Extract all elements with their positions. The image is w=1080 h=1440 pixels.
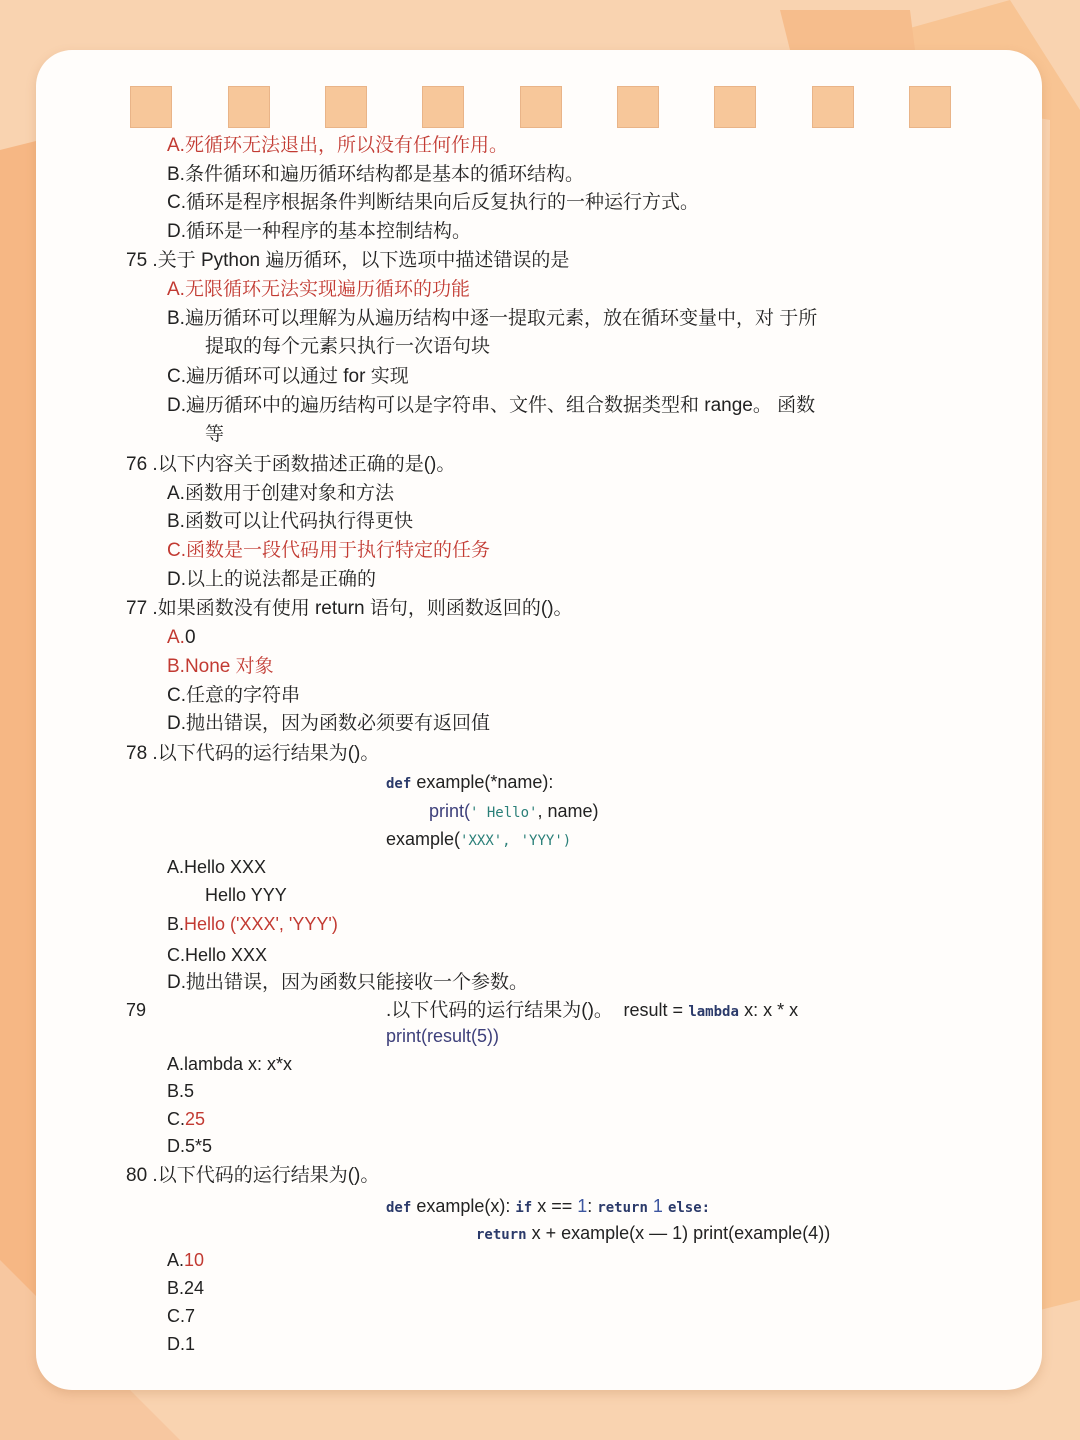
q76-option-a: A.函数用于创建对象和方法	[167, 483, 394, 504]
option-label: C.	[167, 1109, 185, 1129]
q77-option-a	[167, 626, 196, 650]
q75-option-b-cont: 提取的每个元素只执行一次语句块	[205, 336, 491, 357]
code-text: example(	[386, 829, 461, 849]
q80-option-d: D.1	[167, 1334, 196, 1354]
q77-option-b: B.None 对象	[167, 656, 274, 677]
code-keyword: def	[386, 776, 412, 792]
code-keyword: if	[515, 1200, 533, 1216]
binder-tab	[130, 86, 172, 128]
q75-option-b: B.遍历循环可以理解为从遍历结构中逐一提取元素，放在循环变量中，对 于所	[167, 308, 818, 329]
code-string: 'XXX',	[460, 833, 511, 849]
code-text: result =	[623, 1000, 684, 1020]
q74-option-a: A.死循环无法退出，所以没有任何作用。	[167, 135, 508, 156]
code-keyword: return	[597, 1200, 648, 1216]
code-keyword: def	[386, 1200, 412, 1216]
option-text: 25	[185, 1109, 206, 1129]
q75-option-a: A.无限循环无法实现遍历循环的功能	[167, 279, 470, 300]
q76-stem: 76 .以下内容关于函数描述正确的是()。	[126, 454, 456, 475]
binder-tab	[325, 86, 367, 128]
q77-option-c: C.任意的字符串	[167, 685, 301, 706]
code-text: x + example(x — 1) print(example(4))	[531, 1223, 831, 1243]
q80-code-line-1	[386, 1194, 710, 1220]
option-text: Hello ('XXX', 'YYY')	[184, 914, 338, 934]
binder-tab	[422, 86, 464, 128]
q79-option-c	[167, 1107, 205, 1131]
code-keyword: lambda	[688, 1004, 739, 1020]
stem-text: .以下代码的运行结果为()。	[386, 1000, 613, 1021]
binder-tab	[617, 86, 659, 128]
code-text: x ==	[537, 1196, 573, 1216]
code-text: :	[587, 1196, 593, 1216]
q75-option-d-cont: 等	[205, 424, 225, 445]
binder-tab	[714, 86, 756, 128]
q75-stem: 75 .关于 Python 遍历循环，以下选项中描述错误的是	[126, 250, 570, 271]
code-keyword: return	[476, 1227, 527, 1243]
option-label: A.	[167, 627, 185, 648]
code-string: ' Hello'	[470, 805, 538, 821]
option-label: A.	[167, 1250, 185, 1270]
q74-option-c: C.循环是程序根据条件判断结果向后反复执行的一种运行方式。	[167, 192, 700, 213]
q79-option-d: D.5*5	[167, 1136, 213, 1156]
q78-option-a: A.Hello XXX	[167, 857, 267, 877]
q80-option-b: B.24	[167, 1278, 205, 1298]
q75-option-c: C.遍历循环可以通过 for 实现	[167, 366, 409, 387]
binder-tab	[909, 86, 951, 128]
binder-tab	[520, 86, 562, 128]
q80-stem: 80 .以下代码的运行结果为()。	[126, 1165, 380, 1186]
q79-stem	[386, 998, 798, 1024]
q79-code-print: print(result(5))	[386, 1026, 500, 1046]
q80-option-c: C.7	[167, 1306, 196, 1326]
q78-option-d: D.抛出错误，因为函数只能接收一个参数。	[167, 972, 529, 993]
q79-option-b: B.5	[167, 1081, 195, 1101]
q76-option-d: D.以上的说法都是正确的	[167, 569, 377, 590]
q78-code-line-3	[386, 827, 571, 853]
q78-code-line-2	[429, 799, 598, 825]
q78-option-a-cont: Hello YYY	[205, 885, 287, 905]
code-number: 1	[652, 1196, 663, 1216]
q77-option-d: D.抛出错误，因为函数必须要有返回值	[167, 713, 491, 734]
code-string: 'YYY')	[520, 833, 572, 849]
q78-stem: 78 .以下代码的运行结果为()。	[126, 743, 380, 764]
binder-tab	[812, 86, 854, 128]
q76-option-b: B.函数可以让代码执行得更快	[167, 511, 413, 532]
code-text: example(x):	[416, 1196, 511, 1216]
code-text: x: x * x	[744, 1000, 799, 1020]
code-keyword: else:	[667, 1200, 711, 1216]
q80-option-a	[167, 1248, 204, 1272]
q75-option-d: D.遍历循环中的遍历结构可以是字符串、文件、组合数据类型和 range。 函数	[167, 395, 816, 416]
code-text: , name)	[537, 801, 599, 821]
q78-option-c: C.Hello XXX	[167, 945, 268, 965]
option-text: 10	[184, 1250, 205, 1270]
option-text: 0	[184, 627, 196, 648]
q76-option-c: C.函数是一段代码用于执行特定的任务	[167, 540, 491, 561]
q79-number: 79	[126, 1000, 147, 1020]
q74-option-b: B.条件循环和遍历循环结构都是基本的循环结构。	[167, 164, 584, 185]
q78-code-line-1	[386, 770, 553, 796]
q77-stem: 77 .如果函数没有使用 return 语句，则函数返回的()。	[126, 598, 573, 619]
code-number: 1	[577, 1196, 588, 1216]
code-text: example(*name):	[416, 772, 554, 792]
q78-option-b	[167, 912, 338, 936]
code-text: print(	[429, 801, 471, 821]
option-label: B.	[167, 914, 185, 934]
binder-tab	[228, 86, 270, 128]
q74-option-d: D.循环是一种程序的基本控制结构。	[167, 221, 472, 242]
q80-code-line-2	[476, 1221, 830, 1247]
q79-option-a: A.lambda x: x*x	[167, 1054, 293, 1074]
